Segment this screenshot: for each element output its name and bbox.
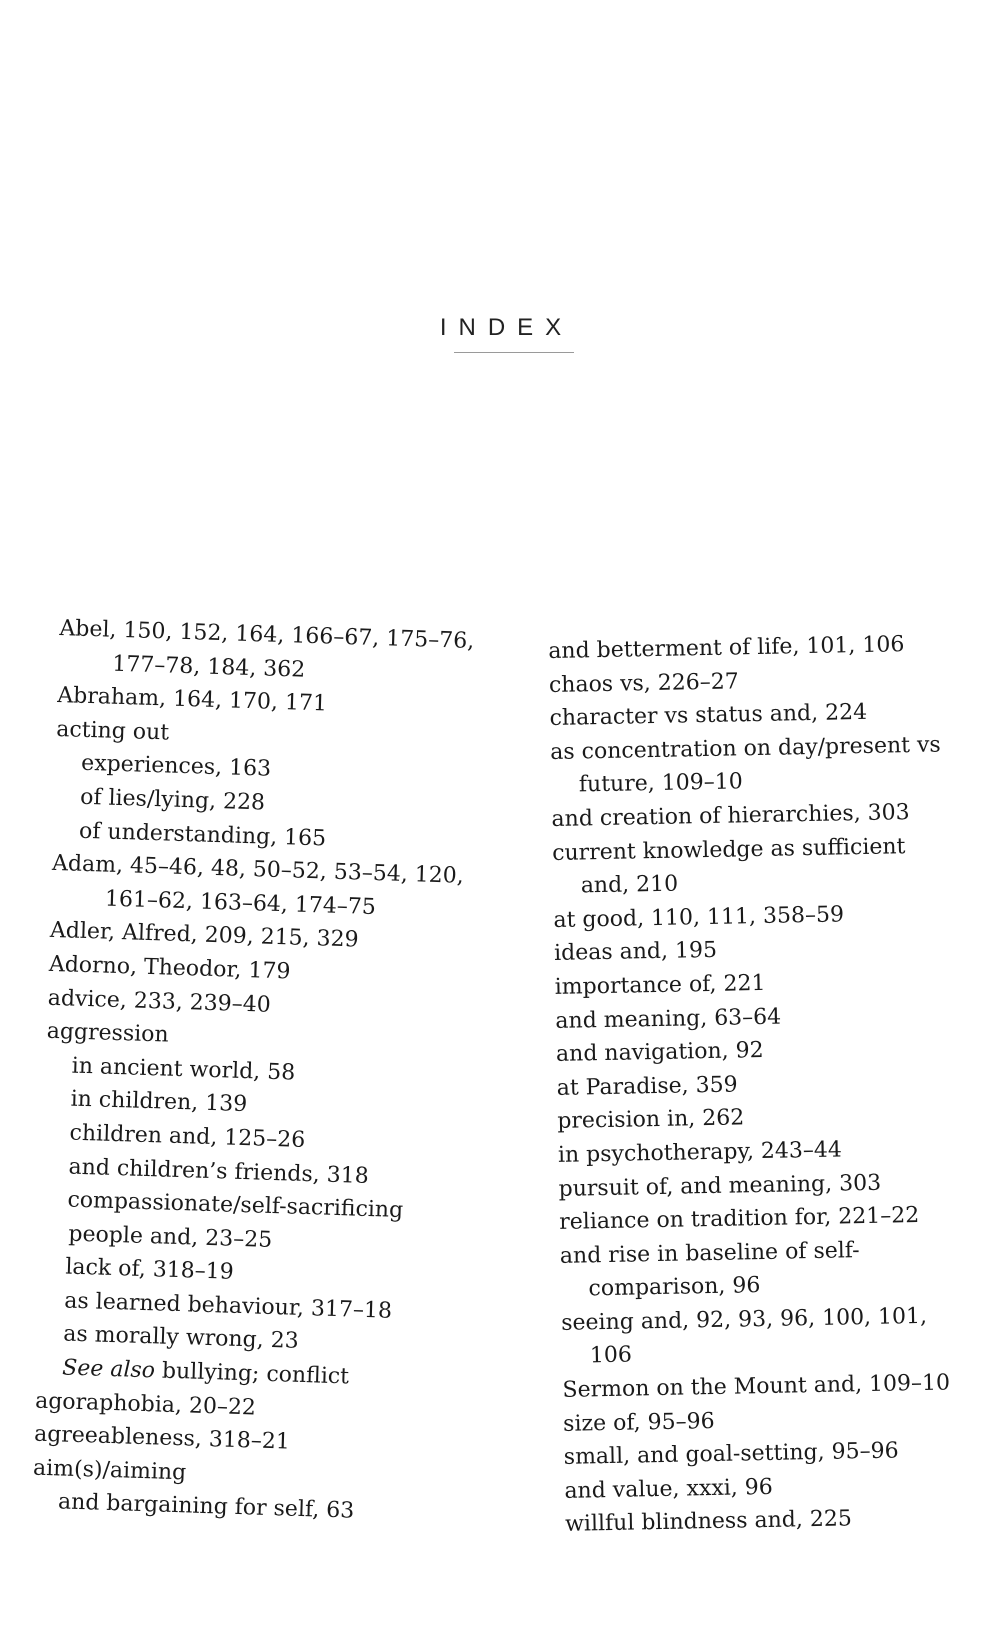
index-subentry: as learned behaviour, 317–18	[63, 1288, 393, 1324]
index-entry: ideas and, 195	[553, 938, 718, 967]
index-entry: at Paradise, 359	[556, 1072, 738, 1101]
index-entry-continuation: people and, 23–25	[68, 1221, 273, 1253]
index-entry: and creation of hierarchies, 303	[551, 800, 910, 832]
index-entry: and betterment of life, 101, 106	[548, 632, 905, 664]
index-entry: agoraphobia, 20–22	[34, 1388, 257, 1421]
title-underline	[454, 352, 574, 353]
index-entry: in psychotherapy, 243–44	[557, 1137, 843, 1168]
index-entry: at good, 110, 111, 358–59	[553, 902, 845, 933]
index-subentry: of lies/lying, 228	[79, 784, 266, 816]
index-subentry: lack of, 318–19	[65, 1254, 235, 1286]
index-entry-continuation: 106	[589, 1342, 633, 1369]
index-entry: character vs status and, 224	[549, 700, 868, 732]
index-subentry: in ancient world, 58	[71, 1053, 296, 1086]
index-entry: Abraham, 164, 170, 171	[56, 683, 328, 717]
index-subentry: as morally wrong, 23	[62, 1321, 300, 1355]
index-entry: Abel, 150, 152, 164, 166–67, 175–76,	[59, 615, 475, 655]
index-entry: and rise in baseline of self-	[559, 1237, 860, 1269]
index-subentry: of understanding, 165	[78, 818, 327, 852]
see-also-label: See also	[61, 1355, 156, 1384]
index-entry: precision in, 262	[557, 1105, 745, 1135]
index-entry: Sermon on the Mount and, 109–10	[562, 1370, 951, 1403]
index-entry: and value, xxxi, 96	[564, 1474, 774, 1504]
index-entry: seeing and, 92, 93, 96, 100, 101,	[560, 1303, 928, 1336]
index-entry: Adorno, Theodor, 179	[48, 951, 291, 985]
page-title: INDEX	[439, 314, 574, 342]
index-subentry: compassionate/self-sacrificing	[67, 1187, 404, 1224]
index-subentry: and bargaining for self, 63	[57, 1489, 355, 1525]
index-entry: advice, 233, 239–40	[47, 985, 272, 1018]
index-entry-continuation: and, 210	[580, 871, 679, 899]
index-entry: pursuit of, and meaning, 303	[558, 1170, 882, 1202]
index-subentry: and children’s friends, 318	[68, 1154, 370, 1189]
index-entry: small, and goal-setting, 95–96	[563, 1438, 899, 1471]
index-entry: willful blindness and, 225	[564, 1506, 853, 1538]
index-subentry: children and, 125–26	[69, 1120, 306, 1153]
index-entry: Adam, 45–46, 48, 50–52, 53–54, 120,	[51, 851, 465, 889]
index-entry: and meaning, 63–64	[555, 1004, 782, 1034]
index-entry: as concentration on day/present vs	[550, 732, 941, 765]
index-entry: size of, 95–96	[562, 1408, 715, 1437]
index-entry: agreeableness, 318–21	[33, 1421, 291, 1455]
index-entry: current knowledge as sufficient	[551, 833, 906, 866]
index-entry: acting out	[55, 716, 170, 746]
index-entry-continuation: 161–62, 163–64, 174–75	[104, 886, 377, 920]
see-also-targets: bullying; conflict	[154, 1358, 350, 1390]
index-entry: chaos vs, 226–27	[548, 668, 739, 698]
index-entry-continuation: 177–78, 184, 362	[112, 651, 306, 683]
index-entry: reliance on tradition for, 221–22	[559, 1203, 920, 1235]
index-entry: aim(s)/aiming	[32, 1455, 187, 1486]
index-entry-continuation: future, 109–10	[578, 769, 743, 798]
index-entry: importance of, 221	[554, 970, 766, 1000]
index-entry-continuation: comparison, 96	[588, 1273, 761, 1302]
index-subentry: in children, 139	[70, 1086, 248, 1118]
index-column-right	[548, 627, 965, 1542]
index-column-left	[32, 612, 480, 1532]
index-entry: and navigation, 92	[555, 1038, 764, 1068]
index-entry: Adler, Alfred, 209, 215, 329	[49, 918, 359, 953]
index-entry: aggression	[46, 1018, 170, 1048]
index-subentry: experiences, 163	[80, 751, 272, 783]
